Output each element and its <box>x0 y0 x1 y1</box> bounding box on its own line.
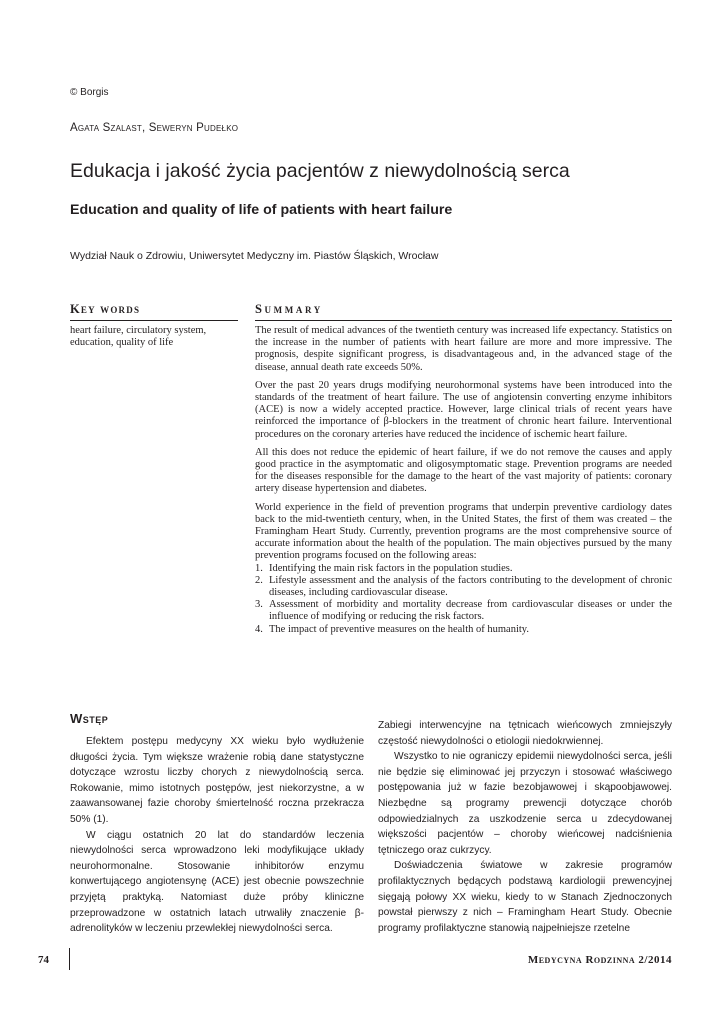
body-column-left <box>70 734 364 937</box>
list-item <box>255 599 672 623</box>
list-item-text: Assessment of morbidity and mortality decrease from cardiovascular diseases or under the influence of modifying or reducing the risk factors. <box>269 599 672 623</box>
footer-divider <box>69 948 70 970</box>
list-item <box>255 575 672 599</box>
keywords-text: heart failure, circulatory system, education, quality of life <box>70 325 207 348</box>
authors: Agata Szalast, Seweryn Pudełko <box>70 122 239 134</box>
keywords-heading: Key words <box>70 302 141 316</box>
summary-paragraph: All this does not reduce the epidemic of heart failure, if we do not remove the causes and apply good practice in the asymptomatic and oligosymptomatic stage. Prevention programs are needed for the diseases responsible for the damage to the heart of the vast majority of patients: coronary artery disease hypertension and diabetes. <box>255 446 672 495</box>
list-item-text: Lifestyle assessment and the analysis of the factors contributing to the development of chronic diseases, including cardiovascular disease. <box>269 574 672 599</box>
body-paragraph: Efektem postępu medycyny XX wieku było wydłużenie długości życia. Tym większe wrażenie robią dane statystyczne dotyczące wzrostu liczby chorych z niewydolnością serca. Rokowanie, mimo istotnych postępów, jest niekorzystne, a w zaawansowanej fazie choroby śmiertelność roczna przekracza 50% (1). <box>70 736 364 825</box>
body-paragraph-continuation: Zabiegi interwencyjne na tętnicach wieńcowych zmniejszyły częstość niewydolności o etiologii niedokrwiennej. <box>378 720 672 747</box>
list-item-number: 4. <box>255 623 263 635</box>
article-title-polish: Edukacja i jakość życia pacjentów z niewydolnością serca <box>70 160 570 182</box>
list-item-number: 3. <box>255 599 263 611</box>
copyright-notice: © Borgis <box>70 87 109 98</box>
summary-divider <box>255 320 672 321</box>
summary-paragraph: World experience in the field of prevention programs that underpin preventive cardiology dates back to the mid-twentieth century, when, in the United States, the first of them was created – the Framingham Heart Study. Currently, prevention programs are the most comprehensive source of accurate information about the health of the population. The main objectives pursued by the many prevention programs focused on the following areas: <box>255 501 672 562</box>
list-item-number: 1. <box>255 562 263 574</box>
body-paragraph: Doświadczenia światowe w zakresie programów profilaktycznych będących podstawą kardiologii prewencyjnej sięgają połowy XX wieku, kiedy to w Stanach Zjednoczonych powstał pierwszy z nich – Framingham Heart Study. Obecnie programy profilaktyczne stanowią najpełniejsze rzetelne <box>378 860 672 934</box>
summary-body <box>255 325 672 636</box>
body-column-right <box>378 718 672 936</box>
list-item-text: The impact of preventive measures on the health of humanity. <box>269 623 529 635</box>
summary-paragraph: The result of medical advances of the twentieth century was increased life expectancy. Statistics on the increase in the number of patients with heart failure are more and more impressive. The prognosis, despite significant progress, is disadvantageous and, in the advanced stage of the disease, annual death rate exceeds 50%. <box>255 325 672 373</box>
summary-objectives-list <box>255 563 672 636</box>
list-item <box>255 624 672 636</box>
summary-heading: Summary <box>255 302 323 316</box>
keywords-divider <box>70 320 238 321</box>
affiliation: Wydział Nauk o Zdrowiu, Uniwersytet Medyczny im. Piastów Śląskich, Wrocław <box>70 250 439 262</box>
body-paragraph: W ciągu ostatnich 20 lat do standardów leczenia niewydolności serca wprowadzono leki modyfikujące układy neurohormonalne. Stosowanie inhibitorów enzymu konwertującego angiotensynę (ACE) jest obecnie powszechnie przyjętą praktyką. Natomiast duże próby kliniczne przeprowadzone w ostatnich latach utrwaliły znaczenie β-adrenolityków w leczeniu przewlekłej niewydolności serca. <box>70 829 364 935</box>
article-title-english: Education and quality of life of patients with heart failure <box>70 202 453 218</box>
journal-name: Medycyna Rodzinna 2/2014 <box>527 954 672 966</box>
page-number: 74 <box>38 954 49 966</box>
list-item <box>255 563 672 575</box>
introduction-heading: Wstęp <box>70 711 109 726</box>
body-paragraph: Wszystko to nie ograniczy epidemii niewydolności serca, jeśli nie będzie się eliminować jej przyczyn i stosować właściwego postępowania już w fazie bezobjawowej i skąpoobjawowej. Niezbędne są programy prewencji dotyczące chorób odpowiedzialnych za uszkodzenie serca u zdecydowanej większości pacjentów – choroby wieńcowej nadciśnienia tętniczego oraz cukrzycy. <box>378 751 672 856</box>
list-item-text: Identifying the main risk factors in the population studies. <box>269 562 513 574</box>
summary-paragraph: Over the past 20 years drugs modifying neurohormonal systems have been introduced into the standards of the treatment of heart failure. The use of angiotensin converting enzyme inhibitors (ACE) is now a widely accepted practice. However, large clinical trials of recent years have reinforced the importance of β-blockers in the treatment of chronic heart failure. Interventional procedures on the coronary arteries have reduced the incidence of ischemic heart failure. <box>255 379 672 440</box>
list-item-number: 2. <box>255 574 263 586</box>
